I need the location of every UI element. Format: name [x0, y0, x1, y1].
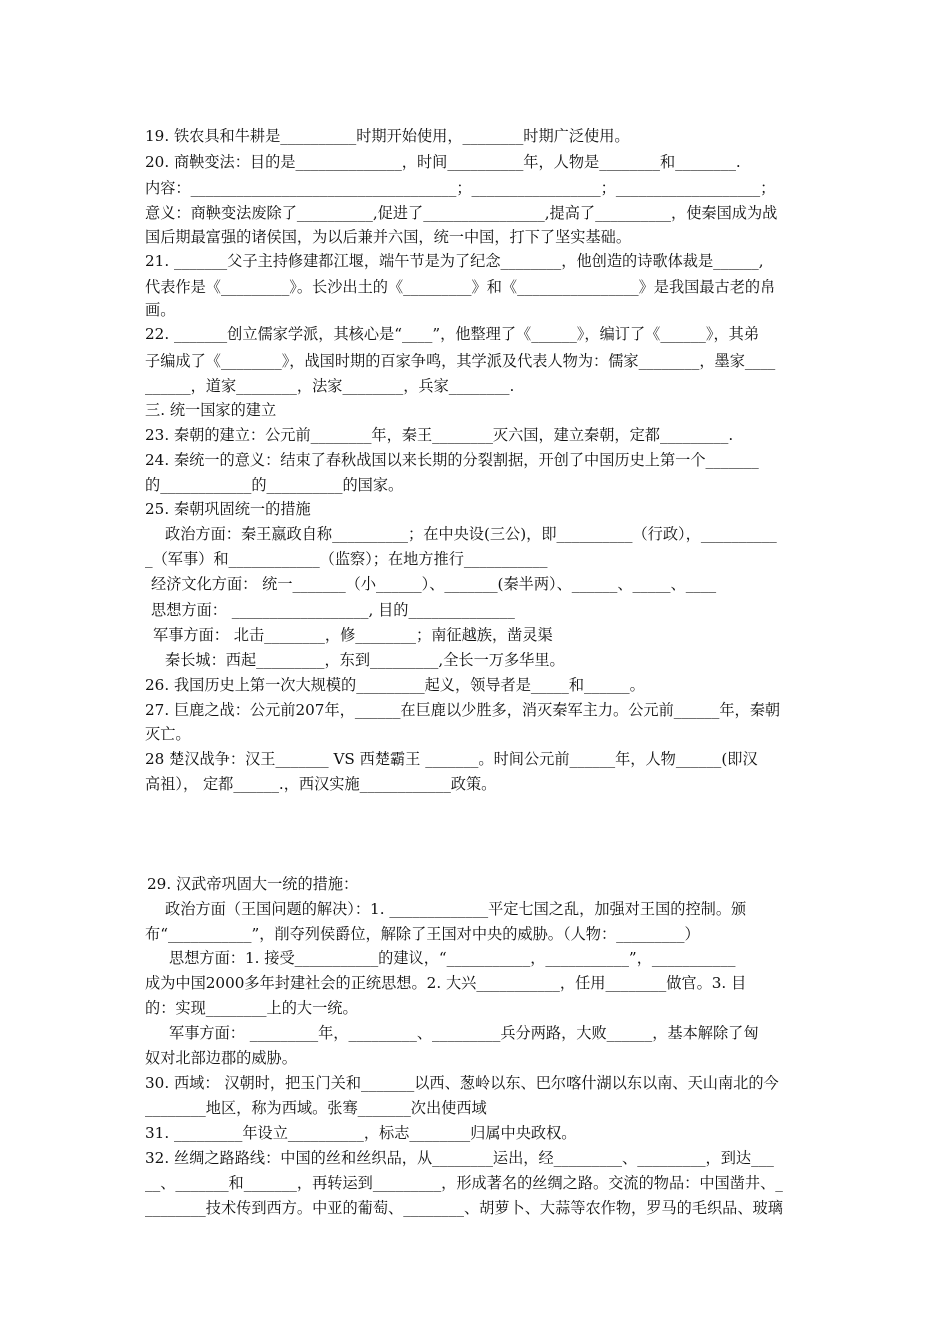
q29-thought-line-3: 的：实现________上的大一统。	[145, 999, 358, 1017]
q32-line: 32. 丝绸之路路线：中国的丝和丝织品，从________运出，经_________、_________，到达___	[145, 1149, 774, 1167]
q25-military-line: 军事方面： 北击________，修________；南征越族，凿灵渠	[153, 626, 553, 644]
q25-politics-line-2: _（军事）和____________（监察）；在地方推行___________	[145, 550, 548, 568]
q23-line: 23. 秦朝的建立：公元前________年，秦王________灭六国，建立秦朝，定都_________.	[145, 426, 734, 444]
q25-thought-line: 思想方面： __________________, 目的______________	[151, 601, 515, 619]
q27-line-2: 灭亡。	[145, 725, 191, 743]
q22-line: 22. _______创立儒家学派，其核心是“____”，他整理了《______》，编订了《______》，其弟	[145, 325, 760, 343]
q20-content-line: 内容：___________________________________；_________________；___________________；	[145, 179, 776, 197]
q29-thought-line: 思想方面：1. 接受___________的建议，“___________，___________”，___________	[169, 949, 736, 967]
q29-politics-line: 政治方面（王国问题的解决）：1. _____________平定七国之乱，加强对王国的控制。颁	[165, 900, 747, 918]
q25-line: 25. 秦朝巩固统一的措施	[145, 500, 311, 518]
q27-line: 27. 巨鹿之战：公元前207年，______在巨鹿以少胜多，消灭秦军主力。公元前______年，秦朝	[145, 701, 781, 719]
q28-line-2: 高祖）， 定都______.，西汉实施____________政策。	[145, 775, 497, 793]
q21-line: 21. _______父子主持修建都江堰，端午节是为了纪念________，他创造的诗歌体裁是______,	[145, 252, 764, 270]
q29-thought-line-2: 成为中国2000多年封建社会的正统思想。2. 大兴___________，任用________做官。3. 目	[145, 974, 747, 992]
q29-military-line: 军事方面： _________年，_________、_________兵分两路，大败______，基本解除了匈	[169, 1024, 759, 1042]
q20-line: 20. 商鞅变法：目的是______________，时间__________年，人物是________和________.	[145, 153, 741, 171]
q30-line: 30. 西域： 汉朝时，把玉门关和_______以西、葱岭以东、巴尔喀什湖以东以南、天山南北的今	[145, 1074, 779, 1092]
q24-line: 24. 秦统一的意义：结束了春秋战国以来长期的分裂割据，开创了中国历史上第一个_______	[145, 451, 759, 469]
q32-line-2: __、_______和_______，再转运到_________，形成著名的丝绸之路。交流的物品：中国凿井、_	[145, 1174, 783, 1192]
q29-line: 29. 汉武帝巩固大一统的措施：	[147, 875, 359, 893]
q25-politics-line: 政治方面：秦王嬴政自称__________；在中央设(三公)，即__________（行政），__________	[165, 525, 777, 543]
q24-line-2: 的____________的__________的国家。	[145, 476, 404, 494]
q19-line: 19. 铁农具和牛耕是__________时期开始使用，________时期广泛使用。	[145, 127, 630, 145]
q30-line-2: ________地区，称为西域。张骞_______次出使西域	[145, 1099, 487, 1117]
q28-line: 28 楚汉战争：汉王_______ VS 西楚霸王 _______。时间公元前______年，人物______(即汉	[145, 750, 758, 768]
q29-military-line-2: 奴对北部边郡的威胁。	[145, 1049, 297, 1067]
section-3-heading: 三. 统一国家的建立	[145, 401, 277, 419]
q31-line: 31. _________年设立__________，标志________归属中央政权。	[145, 1124, 577, 1142]
q26-line: 26. 我国历史上第一次大规模的_________起义，领导者是_____和______。	[145, 676, 645, 694]
q22-line-3: ______，道家________，法家________，兵家________.	[145, 377, 515, 395]
q25-great-wall-line: 秦长城：西起_________，东到_________,全长一万多华里。	[165, 651, 565, 669]
q21-line-3: 画。	[145, 301, 176, 319]
q29-politics-line-2: 布“___________”，削夺列侯爵位，解除了王国对中央的威胁。（人物：_________）	[145, 925, 700, 943]
q20-significance-line: 意义：商鞅变法废除了__________,促进了________________,提高了__________，使秦国成为战	[145, 204, 778, 222]
q22-line-2: 子编成了《________》，战国时期的百家争鸣，其学派及代表人物为：儒家________，墨家____	[145, 352, 776, 370]
q20-significance-cont: 国后期最富强的诸侯国，为以后兼并六国，统一中国，打下了坚实基础。	[145, 228, 631, 246]
q32-line-3: ________技术传到西方。中亚的葡萄、________、胡萝卜、大蒜等农作物，罗马的毛织品、玻璃	[145, 1199, 783, 1217]
q21-line-2: 代表作是《_________》。长沙出土的《_________》和《________________》是我国最古老的帛	[145, 278, 776, 296]
q25-economy-line: 经济文化方面： 统一_______（小______）、_______(秦半两）、______、_____、____	[151, 575, 717, 593]
